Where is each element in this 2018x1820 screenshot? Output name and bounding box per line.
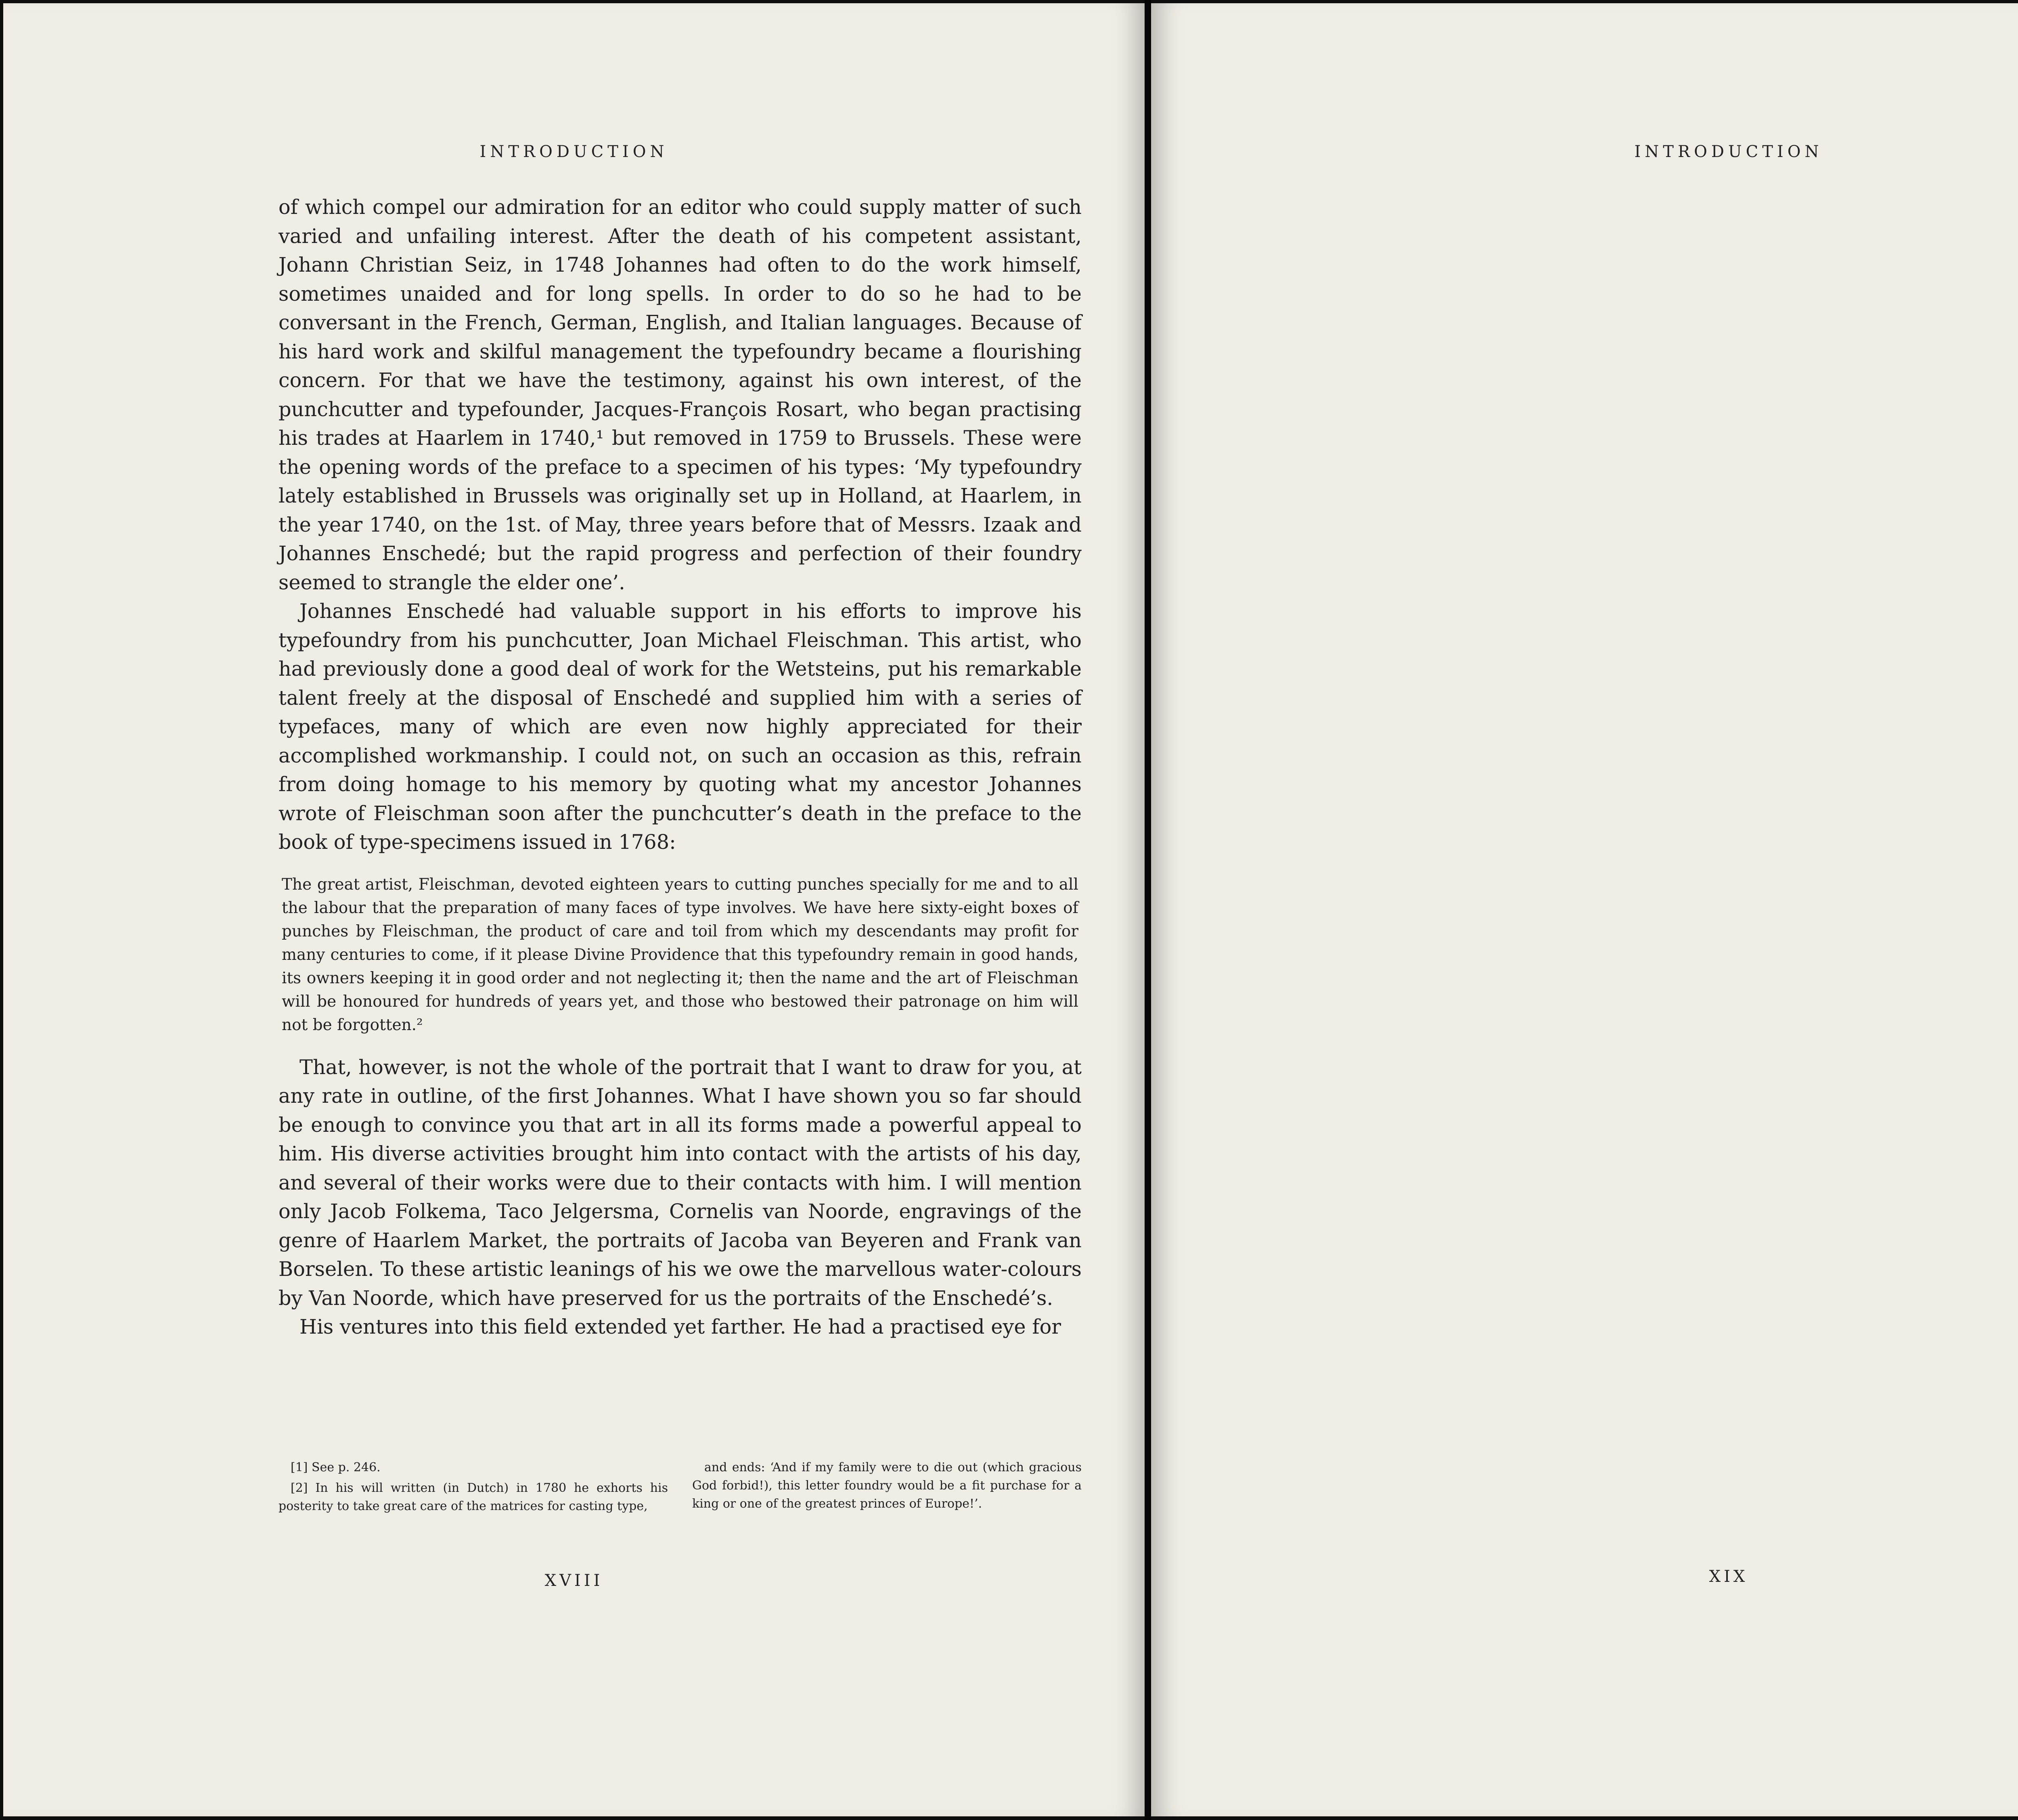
running-head: INTRODUCTION bbox=[1634, 142, 1823, 161]
footnote: and ends: ‘And if my family were to die out (which gracious God forbid!), this letter foundry would be a fit purchase for a king or one of the greatest princes of Europe!’. bbox=[692, 1460, 1082, 1511]
left-page bbox=[3, 3, 1145, 1816]
footnote: [1] See p. 246. bbox=[291, 1460, 381, 1474]
page-number: XVIII bbox=[544, 1571, 603, 1590]
footnote-column bbox=[692, 1458, 1082, 1518]
main-text bbox=[278, 193, 1082, 1342]
block-quote: The great artist, Fleischman, devoted eighteen years to cutting punches specially for me and to all the labour that the preparation of many faces of type involves. We have here sixty-eight boxes of punches by Fleischman, the product of care and toil from which my descendants may profit for many centuries to come, if it please Divine Providence that this typefoundry remain in good hands, its owners keeping it in good order and not neglecting it; then the name and the art of Fleischman will be honoured for hundreds of years yet, and those who bestowed their patronage on him will not be forgotten.² bbox=[282, 875, 1078, 1034]
paragraph: His ventures into this field extended yet farther. He had a practised eye for bbox=[299, 1315, 1061, 1338]
footnote-column bbox=[278, 1458, 668, 1518]
paragraph: That, however, is not the whole of the portrait that I want to draw for you, at any rate in outline, of the first Johannes. What I have shown you so far should be enough to convince you that art in all its forms made a powerful appeal to him. His diverse activities brought him into contact with the artists of his day, and several of their works were due to their contacts with him. I will mention only Jacob Folkema, Taco Jelgersma, Cornelis van Noorde, engravings of the genre of Haarlem Market, the portraits of Jacoba van Beyeren and Frank van Borselen. To these artistic leanings of his we owe the marvellous water-colours by Van Noorde, which have preserved for us the portraits of the Enschedé’s. bbox=[278, 1055, 1082, 1310]
page-number: XIX bbox=[1709, 1567, 1748, 1586]
right-page bbox=[1151, 3, 2018, 1816]
footnote: [2] In his will written (in Dutch) in 1780 he exhorts his posterity to take great care of the matrices for casting type, bbox=[278, 1481, 668, 1513]
gutter bbox=[1145, 0, 1151, 1820]
running-head: INTRODUCTION bbox=[479, 142, 668, 161]
footnotes bbox=[278, 1458, 1082, 1518]
paragraph: of which compel our admiration for an editor who could supply matter of such varied and unfailing interest. After the death of his competent assistant, Johann Christian Seiz, in 1748 Johannes had often to do the work himself, sometimes unaided and for long spells. In order to do so he had to be conversant in the French, German, English, and Italian languages. Because of his hard work and skilful management the typefoundry became a flourishing concern. For that we have the testimony, against his own interest, of the punchcutter and typefounder, Jacques-François Rosart, who began practising his trades at Haarlem in 1740,¹ but removed in 1759 to Brussels. These were the opening words of the preface to a specimen of his types: ‘My typefoundry lately established in Brussels was originally set up in Holland, at Haarlem, in the year 1740, on the 1st. of May, three years before that of Messrs. Izaak and Johannes Enschedé; but the rapid progress and perfection of their foundry seemed to strangle the elder one’. bbox=[278, 195, 1082, 594]
paragraph: Johannes Enschedé had valuable support in his efforts to improve his typefoundry from his punchcutter, Joan Michael Fleischman. This artist, who had previously done a good deal of work for the Wetsteins, put his remarkable talent freely at the disposal of Enschedé and supplied him with a series of typefaces, many of which are even now highly appreciated for their accomplished workmanship. I could not, on such an occasion as this, refrain from doing homage to his memory by quoting what my ancestor Johannes wrote of Fleischman soon after the punchcutter’s death in the preface to the book of type-specimens issued in 1768: bbox=[278, 599, 1082, 854]
